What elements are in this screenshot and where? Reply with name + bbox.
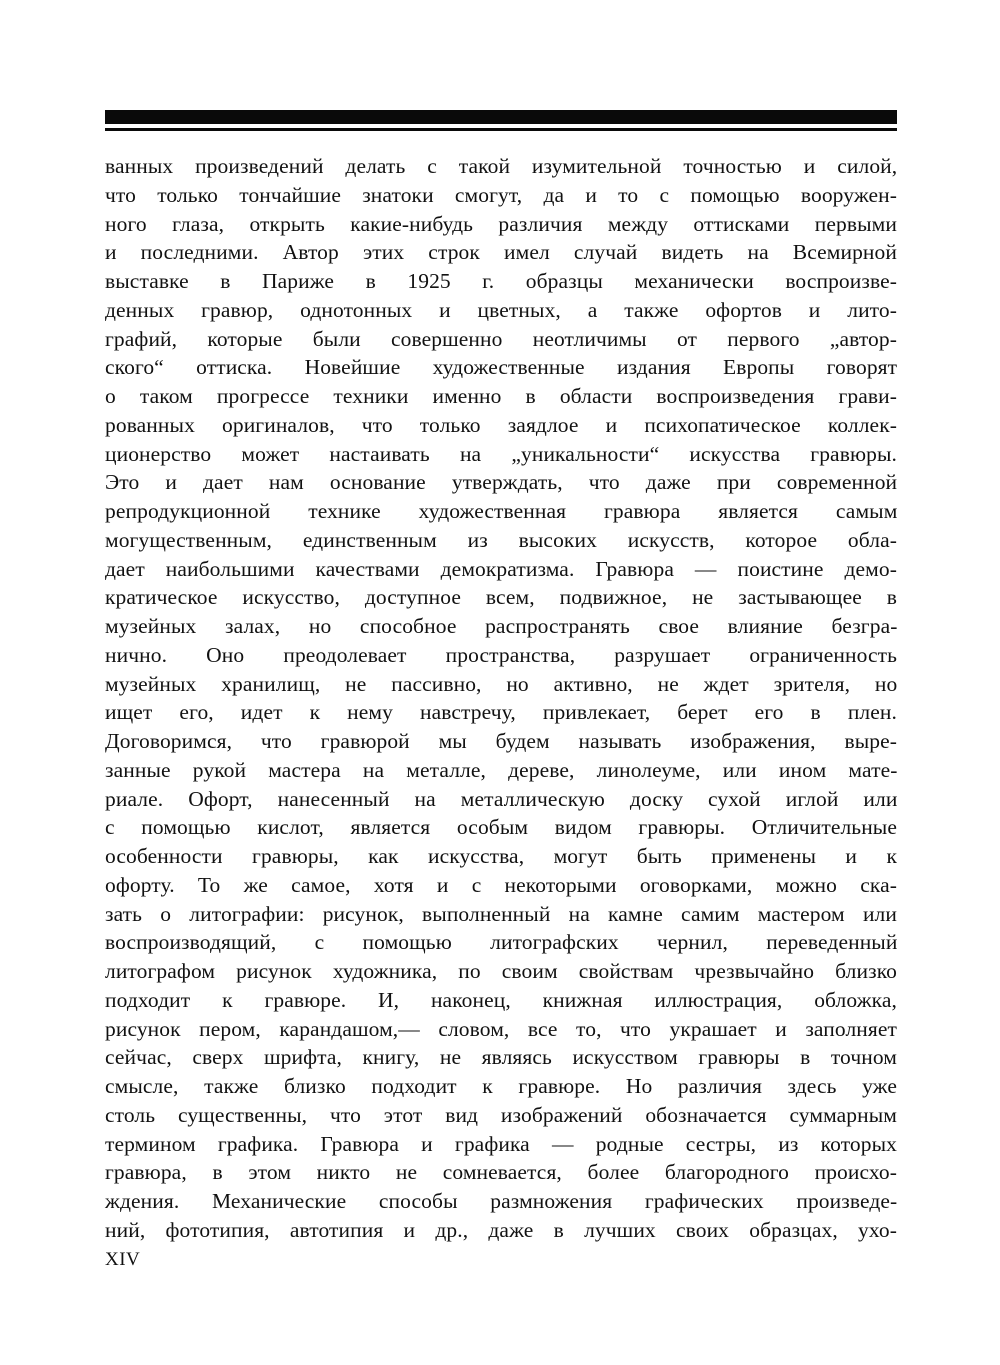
header-rule-thick [105, 110, 897, 124]
text-line: ванных произведений делать с такой изумительной точностью и силой, [105, 154, 898, 178]
text-line: ционерство может настаивать на „уникальности“ искусства гравюры. [105, 441, 897, 466]
text-line: нично. Оно преодолевает пространства, разрушает ограниченность [105, 642, 897, 667]
body-text [105, 152, 897, 1245]
text-line: музейных хранилищ, не пассивно, но активно, не ждет зрителя, но [105, 671, 898, 696]
text-line: Это и дает нам основание утверждать, что даже при современной [105, 470, 898, 495]
text-line: ждения. Механические способы размножения графических произведе- [105, 1189, 898, 1213]
text-line: с помощью кислот, является особым видом гравюры. Отличительные [105, 815, 897, 840]
text-line: смысле, также близко подходит к гравюре. Но различия здесь уже [105, 1074, 897, 1098]
text-line: зать о литографии: рисунок, выполненный на камне самим мастером или [105, 901, 897, 926]
page-number: XIV [105, 1249, 141, 1270]
text-line: ного глаза, открыть какие-нибудь различия между оттисками первыми [105, 211, 897, 236]
text-line: выставке в Париже в 1925 г. образцы механически воспроизве- [105, 269, 897, 293]
text-line: графий, которые были совершенно неотличимы от первого „автор- [105, 326, 897, 351]
text-line: столь существенны, что этот вид изображений обозначается суммарным [105, 1102, 897, 1127]
text-line: ского“ оттиска. Новейшие художественные издания Европы говорят [105, 355, 898, 380]
text-line: офорту. То же самое, хотя и с некоторыми оговорками, можно ска- [105, 872, 897, 897]
text-line: музейных залах, но способное распространять свое влияние безгра- [105, 614, 898, 638]
text-line: литографом рисунок художника, по своим свойствам чрезвычайно близко [105, 959, 897, 983]
text-line: Договоримся, что гравюрой мы будем называть изображения, выре- [105, 729, 897, 753]
text-line: гравюра, в этом никто не сомневается, более благородного происхо- [105, 1160, 897, 1185]
text-line: ний, фототипия, автотипия и др., даже в лучших своих образцах, ухо- [105, 1217, 897, 1242]
text-line: дает наибольшими качествами демократизма. Гравюра — поистине демо- [105, 556, 897, 581]
text-line: занные рукой мастера на металле, дереве, линолеуме, или ином мате- [105, 757, 898, 782]
text-line: сейчас, сверх шрифта, книгу, не являясь искусством гравюры в точном [105, 1045, 897, 1070]
text-line: риале. Офорт, нанесенный на металлическую доску сухой иглой или [105, 786, 898, 811]
text-line: что только тончайшие знатоки смогут, да и то с помощью вооружен- [105, 182, 897, 207]
text-line: и последними. Автор этих строк имел случай видеть на Всемирной [105, 240, 897, 265]
text-line: рисунок пером, карандашом,— словом, все то, что украшает и заполняет [105, 1016, 898, 1041]
text-line: о таком прогрессе техники именно в области воспроизведения грави- [105, 384, 897, 408]
text-line: рованных оригиналов, что только заядлое и психопатическое коллек- [105, 412, 897, 437]
text-line: репродукционной технике художественная гравюра является самым [105, 499, 898, 523]
text-line: подходит к гравюре. И, наконец, книжная иллюстрация, обложка, [105, 987, 897, 1012]
text-line: денных гравюр, однотонных и цветных, а также офортов и лито- [105, 297, 897, 322]
text-line: воспроизводящий, с помощью литографских чернил, переведенный [105, 930, 898, 955]
text-line: могущественным, единственным из высоких искусств, которое обла- [105, 527, 897, 552]
text-line: кратическое искусство, доступное всем, подвижное, не застывающее в [105, 585, 898, 610]
text-line: ищет его, идет к нему навстречу, привлекает, берет его в плен. [105, 700, 897, 725]
text-line: особенности гравюры, как искусства, могут быть применены и к [105, 844, 897, 868]
text-line: термином графика. Гравюра и графика — родные сестры, из которых [105, 1131, 897, 1156]
header-rule-thin [105, 128, 897, 131]
